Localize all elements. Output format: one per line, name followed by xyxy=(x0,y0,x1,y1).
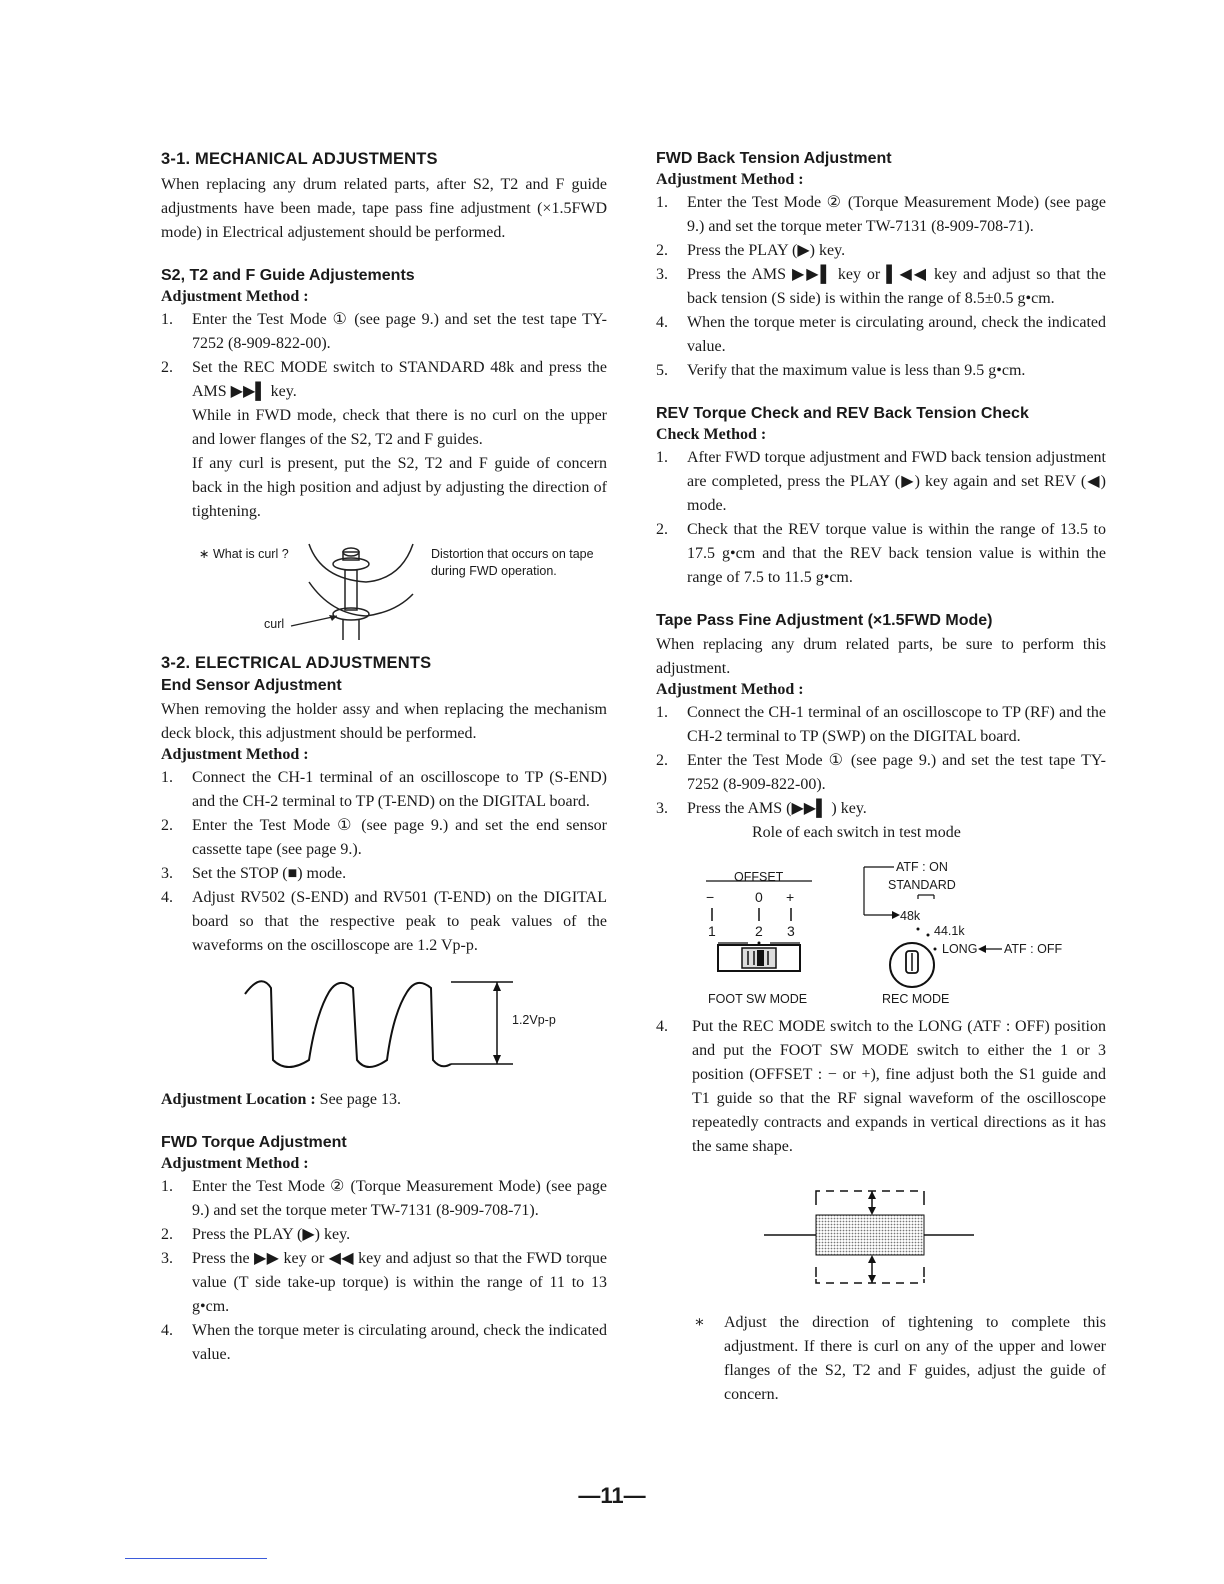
list-item: 1. Enter the Test Mode ② (Torque Measurement Mode) (see page 9.) and set the torque meter TW-7131 (8-909-708-71). xyxy=(656,194,1106,235)
list-item: 2. Set the REC MODE switch to STANDARD 48k and press the AMS ▶▶▌ key. xyxy=(161,359,607,400)
list-item: 4. Put the REC MODE switch to the LONG (ATF : OFF) position and put the FOOT SW MODE switch to either the 1 or 3 position (OFFSET : − or +), fine adjust both the S1 guide and T1 guide so that the RF signal waveform of the oscilloscope repeatedly contracts and expands in vertical directions as it has the same shape. xyxy=(656,1018,1106,1155)
wave-amplitude-label: 1.2Vp-p xyxy=(512,1013,556,1027)
list-item: 2. Press the PLAY (▶) key. xyxy=(656,242,846,259)
offset-plus: + xyxy=(786,889,795,905)
end-steps xyxy=(161,766,607,958)
s2-steps xyxy=(161,308,607,404)
list-item: 2. Press the PLAY (▶) key. xyxy=(161,1226,351,1243)
section-3-1-title: 3-1. MECHANICAL ADJUSTMENTS xyxy=(161,150,438,168)
list-item: 4. Adjust RV502 (S-END) and RV501 (T-END) on the DIGITAL board so that the respective peak to peak values of the waveforms on the oscilloscope are 1.2 Vp-p. xyxy=(161,889,607,954)
waveform-figure xyxy=(161,974,607,1078)
list-item: 3. Press the AMS (▶▶▌ ) key. xyxy=(656,800,867,817)
curl-label: curl xyxy=(264,617,285,631)
end-sensor-text: When removing the holder assy and when replacing the mechanism deck block, this adjustment should be performed. xyxy=(161,701,607,742)
rec-mode-label: REC MODE xyxy=(882,992,950,1006)
switch-figure xyxy=(656,853,1106,1015)
list-item: 3. Press the AMS ▶▶▌ key or ▌◀◀ key and adjust so that the back tension (S side) is within the range of 8.5±0.5 g•cm. xyxy=(656,266,1106,307)
section-3-1-text: When replacing any drum related parts, after S2, T2 and F guide adjustments have been made, tape pass fine adjustment (×1.5FWD mode) in Electrical adjustement should be performed. xyxy=(161,176,607,241)
list-item: 1. Enter the Test Mode ① (see page 9.) and set the test tape TY-7252 (8-909-822-00). xyxy=(161,311,607,352)
list-item: 4. When the torque meter is circulating around, check the indicated value. xyxy=(656,314,1106,355)
tape-pass-text: When replacing any drum related parts, be sure to perform this adjustment. xyxy=(656,636,1106,677)
curl-note: ∗ Adjust the direction of tightening to complete this adjustment. If there is curl on any of the upper and lower flanges of the S2, T2 and F guides, adjust the guide of concern. xyxy=(656,1311,1106,1407)
fwd-back-method-label: Adjustment Method : xyxy=(656,171,804,188)
rev-check-title: REV Torque Check and REV Back Tension Check xyxy=(656,405,1029,422)
note-star: ∗ xyxy=(694,1314,705,1331)
distortion-label: Distortion that occurs on tape during FWD operation. xyxy=(431,547,594,578)
s2-paragraph-1: While in FWD mode, check that there is no curl on the upper and lower flanges of the S2, T2 and F guides. xyxy=(192,407,607,448)
standard-label: STANDARD xyxy=(888,878,956,892)
page-number: —11— xyxy=(578,1483,646,1508)
long-label: LONG xyxy=(942,942,978,956)
rev-steps xyxy=(656,446,1106,590)
fwd-torque-method-label: Adjustment Method : xyxy=(161,1155,309,1172)
44-1k-label: 44.1k xyxy=(934,924,965,938)
rf-envelope-drawing xyxy=(656,1181,1106,1311)
fwd-back-tension-title: FWD Back Tension Adjustment xyxy=(656,150,892,167)
list-item: 3. Set the STOP (■) mode. xyxy=(161,865,347,882)
position-3: 3 xyxy=(787,923,795,939)
tape-method-label: Adjustment Method : xyxy=(656,681,804,698)
list-item: 4. When the torque meter is circulating around, check the indicated value. xyxy=(161,1322,607,1363)
end-method-label: Adjustment Method : xyxy=(161,746,309,763)
offset-zero: 0 xyxy=(755,889,763,905)
48k-label: 48k xyxy=(900,909,921,923)
rf-waveform-figure xyxy=(656,1181,1106,1311)
offset-label: OFFSET xyxy=(734,870,784,884)
left-column xyxy=(161,150,607,1367)
section-3-2-title: 3-2. ELECTRICAL ADJUSTMENTS xyxy=(161,654,432,672)
list-item: 2. Enter the Test Mode ① (see page 9.) and set the test tape TY-7252 (8-909-822-00). xyxy=(656,752,1106,793)
atf-off-label: ATF : OFF xyxy=(1004,942,1063,956)
s2-guide-title: S2, T2 and F Guide Adjustements xyxy=(161,267,415,284)
list-item: 3. Press the ▶▶ key or ◀◀ key and adjust so that the FWD torque value (T side take-up torque) is within the range of 11 to 13 g•cm. xyxy=(161,1250,607,1315)
rev-method-label: Check Method : xyxy=(656,426,767,443)
position-1: 1 xyxy=(708,923,716,939)
list-item: 1. Enter the Test Mode ② (Torque Measurement Mode) (see page 9.) and set the torque meter TW-7131 (8-909-708-71). xyxy=(161,1178,607,1219)
list-item: 1. After FWD torque adjustment and FWD back tension adjustment are completed, press the PLAY (▶) key again and set REV (◀) mode. xyxy=(656,449,1106,514)
fwd-back-steps xyxy=(656,191,1106,383)
atf-on-label: ATF : ON xyxy=(896,860,948,874)
s2-paragraph-2: If any curl is present, put the S2, T2 and F guide of concern back in the high position and adjust by adjusting the direction of tightening. xyxy=(192,455,607,520)
adjustment-location: Adjustment Location : See page 13. xyxy=(161,1091,401,1108)
list-item: 5. Verify that the maximum value is less than 9.5 g•cm. xyxy=(656,362,1026,379)
tape-pass-title: Tape Pass Fine Adjustment (×1.5FWD Mode) xyxy=(656,612,993,629)
list-item: 1. Connect the CH-1 terminal of an oscilloscope to TP (S-END) and the CH-2 terminal to TP (T-END) on the DIGITAL board. xyxy=(161,769,607,810)
right-column xyxy=(656,150,1106,1407)
curl-question: ∗ What is curl ? xyxy=(199,547,289,561)
position-2: 2 xyxy=(755,923,763,939)
fwd-torque-title: FWD Torque Adjustment xyxy=(161,1134,347,1151)
switch-caption: Role of each switch in test mode xyxy=(752,824,961,841)
footer-link-underline xyxy=(125,1558,267,1559)
end-sensor-title: End Sensor Adjustment xyxy=(161,677,342,694)
guide-drawing xyxy=(161,534,607,644)
tape-step-4 xyxy=(656,1015,1106,1159)
offset-minus: − xyxy=(706,889,715,905)
fwd-torque-steps xyxy=(161,1175,607,1367)
list-item: 1. Connect the CH-1 terminal of an oscilloscope to TP (RF) and the CH-2 terminal to TP (SWP) on the DIGITAL board. xyxy=(656,704,1106,745)
curl-figure xyxy=(161,534,607,644)
tape-steps xyxy=(656,701,1106,821)
s2-method-label: Adjustment Method : xyxy=(161,288,309,305)
list-item: 2. Enter the Test Mode ① (see page 9.) and set the end sensor cassette tape (see page 9.). xyxy=(161,817,607,858)
foot-sw-mode-label: FOOT SW MODE xyxy=(708,992,808,1006)
list-item: 2. Check that the REV torque value is within the range of 13.5 to 17.5 g•cm and that the REV back tension value is within the range of 7.5 to 11.5 g•cm. xyxy=(656,521,1106,586)
